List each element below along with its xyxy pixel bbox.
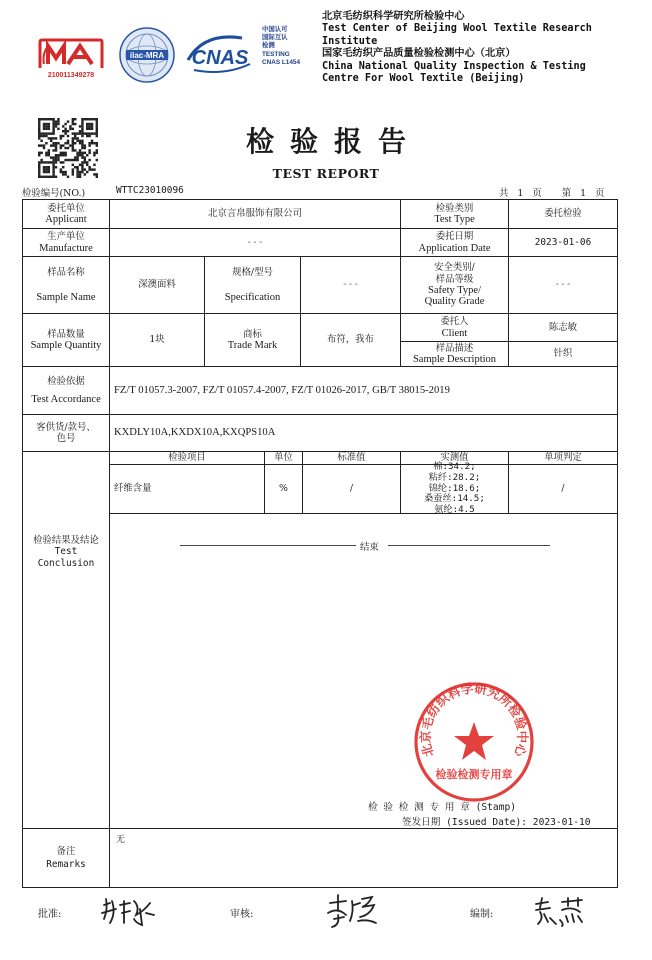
table-line: [109, 513, 618, 514]
label-en: Manufacture: [39, 242, 93, 254]
col-header-item: 检验项目: [168, 452, 206, 464]
label-en: Application Date: [418, 242, 491, 254]
svg-text:CNAS: CNAS: [191, 47, 249, 69]
stamp-inner-text: 检验检测专用章: [435, 768, 513, 781]
col-header-judgement: 单项判定: [544, 452, 582, 464]
issued-date: 签发日期 (Issued Date): 2023-01-10: [402, 817, 591, 828]
institute-info: [322, 11, 622, 85]
table-line: [22, 828, 618, 829]
trade-mark-value: 布符，我布: [327, 334, 374, 346]
sample-description-value: 针织: [553, 348, 573, 360]
ilac-mra-logo: [118, 26, 176, 84]
cnas-accreditation-text: [262, 26, 316, 67]
label-cn: 备注: [56, 845, 76, 857]
safety-type-value: ---: [554, 279, 572, 291]
end-dash: [180, 545, 356, 546]
approve-signature: [100, 895, 158, 933]
stamp-caption: 检 验 检 测 专 用 章 (Stamp): [368, 802, 517, 813]
style-label: [23, 415, 109, 451]
result-measured: [401, 461, 508, 516]
cma-code: 210011349278: [47, 72, 95, 79]
result-unit: %: [279, 483, 288, 495]
page-total-label: 共: [499, 188, 509, 199]
sample-name-value: 深澳面料: [138, 279, 176, 291]
test-type-label: [401, 200, 508, 228]
application-date-value: 2023-01-06: [534, 236, 592, 248]
label-en: Sample Description: [412, 354, 497, 365]
measured-line: 氨纶:4.5: [434, 504, 475, 516]
cnas-line: 检测: [262, 42, 275, 50]
cnas-line: 中国认可: [262, 26, 288, 33]
label-en: Test Accordance: [31, 393, 101, 405]
style-value: KXDLY10A,KXDX10A,KXQPS10A: [114, 427, 276, 439]
label-en: Sample Quantity: [30, 340, 102, 351]
end-marker: [180, 539, 550, 551]
remarks-label: [23, 829, 109, 887]
page-unit: 页: [532, 188, 542, 199]
page-info: [496, 185, 607, 199]
label-cn: 样品名称: [47, 266, 85, 278]
specification-value: ---: [342, 279, 359, 291]
label-cn: 检验结果及结论: [33, 534, 99, 546]
report-title-en: TEST REPORT: [272, 166, 380, 181]
result-standard: /: [349, 483, 354, 495]
institute-line: Centre For Wool Textile (Beijing): [322, 73, 525, 85]
stamp-ring-text: 北京毛纺织科学研究所检验中心: [417, 680, 531, 759]
report-number-label: 检验编号(NO.): [22, 188, 86, 199]
conclusion-label: [23, 452, 109, 652]
end-label: 结束: [358, 539, 381, 553]
edit-sig-text: 龙蕊: [532, 896, 534, 897]
client-value: 陈志敏: [548, 321, 578, 333]
label-cn: 委托单位: [47, 202, 85, 214]
label-cn: 检验依据: [47, 376, 85, 388]
label-cn: 规格/型号: [232, 266, 273, 278]
applicant-label: [23, 200, 109, 228]
measured-line: 桑蚕丝:14.5;: [424, 493, 485, 505]
safety-type-label: [401, 257, 508, 313]
svg-text:ilac-MRA: ilac-MRA: [129, 51, 165, 60]
edit-label: 编制:: [470, 909, 494, 920]
label-en: Safety Type/: [427, 285, 482, 296]
review-label: 审核:: [230, 909, 254, 920]
label-en: Quality Grade: [424, 296, 485, 308]
report-number-value: WTTC23010096: [116, 185, 184, 196]
result-judgement: /: [561, 483, 565, 495]
col-header-unit: 单位: [274, 452, 293, 464]
approve-sig-text: 刘婷: [100, 895, 102, 896]
col-header-standard: 标准值: [337, 452, 366, 464]
end-dash: [388, 545, 550, 546]
label-en: Test: [54, 546, 78, 558]
label-cn: 委托人: [440, 316, 469, 328]
label-cn: 色号: [56, 433, 76, 444]
page-total: 1: [517, 188, 524, 199]
official-stamp: [412, 680, 536, 804]
col-header-measured: 实测值: [440, 452, 469, 464]
label-en: Test Type: [434, 214, 475, 225]
label-cn: 安全类别/: [434, 262, 475, 274]
institute-line: Test Center of Beijing Wool Textile Research: [322, 23, 592, 35]
manufacture-label: [23, 229, 109, 256]
review-sig-text: 李培: [324, 893, 326, 894]
page-current: 1: [580, 188, 587, 199]
test-accordance-value: FZ/T 01057.3-2007, FZ/T 01057.4-2007, FZ/T 01026-2017, GB/T 38015-2019: [114, 384, 450, 396]
sample-description-label: [401, 342, 508, 366]
manufacture-value: ---: [246, 236, 264, 248]
specification-label: [205, 257, 300, 313]
cnas-line: 国际互认: [262, 34, 288, 42]
measured-line: 棉:34.2;: [433, 461, 476, 473]
cnas-line: CNAS L1454: [262, 58, 301, 66]
institute-line: Institute: [322, 35, 378, 47]
label-cn: 样品描述: [435, 342, 474, 354]
label-en: Applicant: [45, 214, 87, 225]
client-label: [401, 314, 508, 341]
label-en: Specification: [224, 292, 281, 303]
test-accordance-label: [23, 367, 109, 414]
cnas-line: TESTING: [262, 50, 290, 58]
label-en: Client: [441, 327, 468, 339]
remarks-value: 无: [116, 835, 126, 845]
label-cn: 商标: [243, 328, 262, 340]
measured-line: 粘纤:28.2;: [428, 471, 481, 483]
sample-quantity-value: 1块: [149, 334, 165, 346]
institute-line: China National Quality Inspection & Testing: [322, 60, 586, 72]
label-cn: 委托日期: [435, 231, 474, 243]
edit-signature: [532, 896, 592, 932]
label-cn: 样品等级: [435, 273, 474, 285]
report-title-cn: 检验报告: [245, 125, 422, 158]
sample-quantity-label: [23, 314, 109, 366]
sample-name-label: [23, 257, 109, 313]
measured-line: 锦纶:18.6;: [428, 482, 481, 494]
review-signature: [324, 893, 382, 935]
page-unit: 页: [595, 188, 605, 199]
label-en: Sample Name: [36, 292, 96, 303]
application-date-label: [401, 229, 508, 256]
label-cn: 检验类别: [435, 202, 474, 214]
page-current-label: 第: [561, 188, 572, 199]
cnas-logo: [184, 30, 256, 78]
label-en: Conclusion: [37, 557, 95, 569]
cma-logo: [36, 36, 106, 84]
label-cn: 生产单位: [47, 231, 85, 243]
trade-mark-label: [205, 314, 300, 366]
applicant-value: 北京言帛服饰有限公司: [208, 208, 302, 220]
result-item: 纤维含量: [114, 483, 152, 495]
label-cn: 客供货/款号、: [36, 421, 96, 433]
label-en: Remarks: [46, 859, 86, 870]
label-en: Trade Mark: [227, 340, 278, 351]
institute-line: 国家毛纺织产品质量检验检测中心（北京）: [322, 48, 516, 60]
approve-label: 批准:: [38, 909, 62, 920]
test-type-value: 委托检验: [544, 208, 582, 220]
label-cn: 样品数量: [47, 328, 85, 340]
institute-line: 北京毛纺织科学研究所检验中心: [322, 11, 465, 22]
